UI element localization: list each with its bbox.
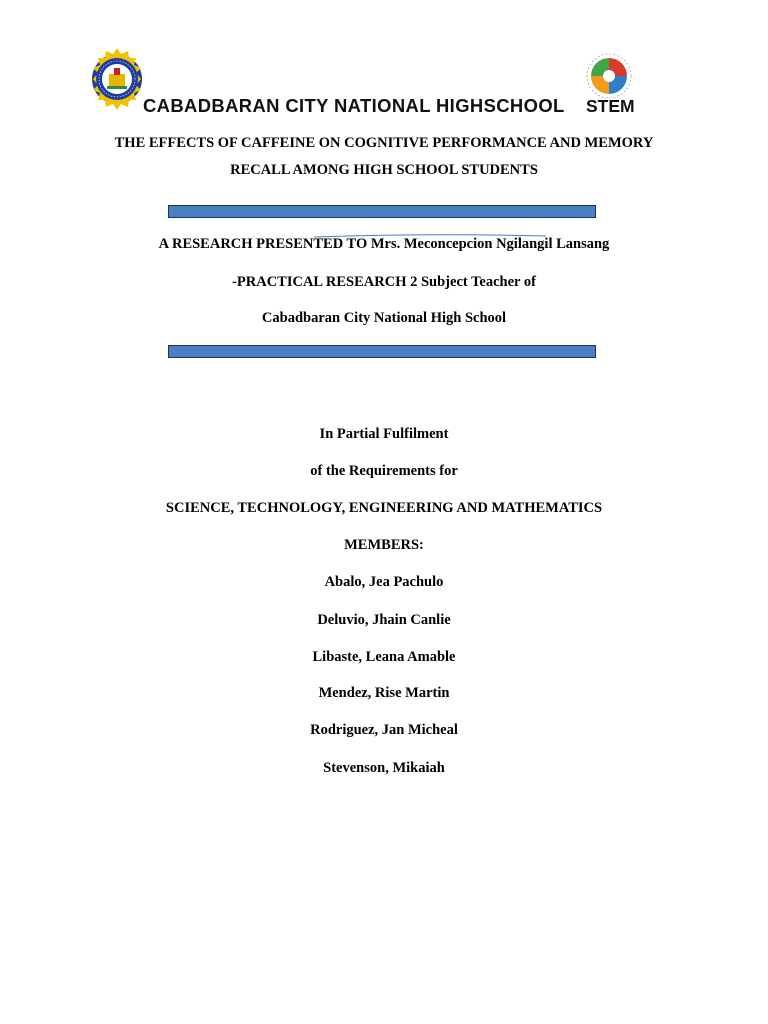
member-name: Rodriguez, Jan Micheal: [310, 722, 458, 738]
member-name: Stevenson, Mikaiah: [323, 760, 445, 776]
school-line: Cabadbaran City National High School: [261, 310, 507, 326]
members-heading: MEMBERS:: [344, 537, 424, 553]
divider-bar-bottom: [168, 345, 596, 358]
school-seal-icon: [91, 46, 143, 112]
research-title-line-1: THE EFFECTS OF CAFFEINE ON COGNITIVE PERFORMANCE AND MEMORY: [114, 135, 654, 151]
strand-line: SCIENCE, TECHNOLOGY, ENGINEERING AND MATHEMATICS: [165, 500, 603, 516]
subject-teacher-line: -PRACTICAL RESEARCH 2 Subject Teacher of: [232, 274, 536, 290]
fulfilment-line-1: In Partial Fulfilment: [319, 426, 449, 442]
stem-logo-icon: [580, 50, 638, 100]
member-name: Abalo, Jea Pachulo: [324, 574, 444, 590]
member-name: Libaste, Leana Amable: [312, 649, 456, 665]
research-title-line-2: RECALL AMONG HIGH SCHOOL STUDENTS: [230, 162, 538, 178]
presented-to-line: A RESEARCH PRESENTED TO Mrs. Meconcepcion Ngilangil Lansang: [158, 236, 610, 252]
member-name: Deluvio, Jhain Canlie: [317, 612, 451, 628]
school-name: CABADBARAN CITY NATIONAL HIGHSCHOOL: [143, 95, 565, 116]
fulfilment-line-2: of the Requirements for: [310, 463, 458, 479]
member-name: Mendez, Rise Martin: [318, 685, 450, 701]
divider-bar-top: [168, 205, 596, 218]
stem-label: STEM: [586, 96, 635, 116]
